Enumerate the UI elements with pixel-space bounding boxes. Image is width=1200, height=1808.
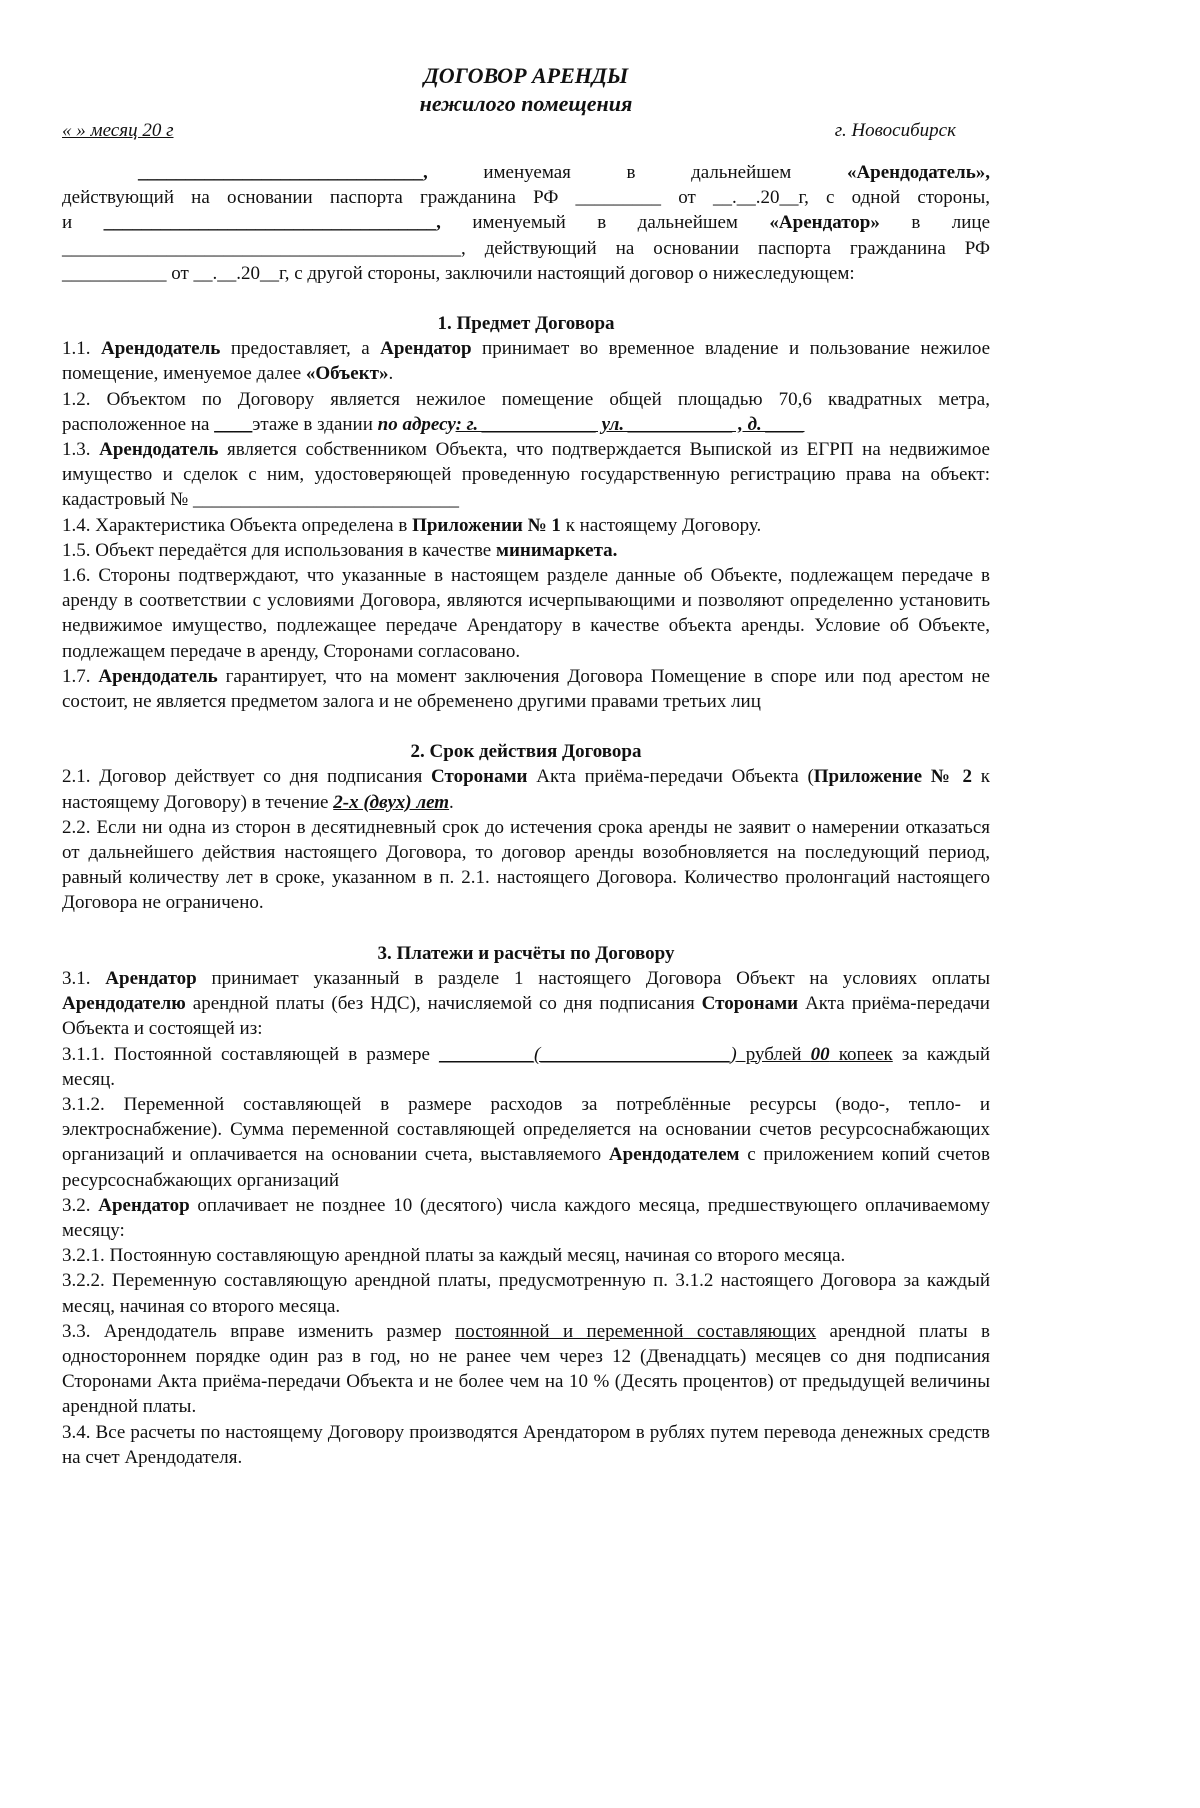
section-1-heading: 1. Предмет Договора: [437, 313, 615, 335]
clause-text: арендной платы в одностороннем порядке один раз в год, но не ранее чем через 12 (Двенадцать) месяцев со дня подписания Сторонами Акта приёма-передачи Объекта и не более чем на 10 % (Десять процентов) от предыдущей величины арендной платы.: [62, 1320, 991, 1418]
clause-2-1: [62, 764, 990, 814]
clause-1-6: 1.6. Стороны подтверждают, что указанные в настоящем разделе данные об Объекте, подлежащем передаче в аренду в соответствии с условиями Договора, являются исчерпывающими и позволяют определенно установить недвижимое имущество, подлежащее передаче Арендатору в качестве объекта аренды. Условие об Объекте, подлежащем передаче в аренду, Сторонами согласовано.: [62, 565, 990, 662]
preamble-line-4: __________________________________________, действующий на основании паспорта гражданина РФ: [62, 237, 990, 259]
clause-bold: Арендатор: [380, 338, 472, 360]
clause-text: 1.2. Объектом по Договору является нежилое помещение общей площадью 70,6 квадратных метра, расположенное на: [62, 388, 990, 435]
clause-text: принимает во временное владение и пользование нежилое помещение, именуемое далее: [62, 338, 991, 385]
clause-bold: Сторонами: [431, 766, 528, 788]
clause-1-4: [62, 513, 990, 538]
clause-3-2: [62, 1193, 990, 1243]
clause-text: 3.3. Арендодатель вправе изменить размер: [62, 1320, 456, 1342]
clause-bold: Арендодатель: [99, 439, 219, 461]
clause-text: 1.4. Характеристика Объекта определена в: [62, 514, 413, 536]
document-page: [62, 62, 990, 1470]
clause-3-2-2: 3.2.2. Переменную составляющую арендной платы, предусмотренную п. 3.1.2 настоящего Договора за каждый месяц, начиная со второго месяца.: [62, 1270, 990, 1317]
contract-city: г. Новосибирск: [834, 120, 956, 141]
preamble-word: именуемый в дальнейшем: [472, 212, 738, 234]
preamble-word: в лице: [911, 212, 991, 234]
lessor-role: «Арендодатель»,: [846, 162, 991, 183]
clause-bold: Сторонами: [701, 993, 799, 1015]
section-3-heading: 3. Платежи и расчёты по Договору: [377, 942, 675, 964]
amount-blank: __________(____________________): [439, 1043, 737, 1065]
preamble-word: именуемая: [483, 162, 571, 183]
address-blank: : г. ____________ ул. ___________ , д. ____: [455, 413, 805, 435]
lease-term: 2-х (двух) лет: [333, 791, 450, 813]
floor-blank: ____: [214, 413, 253, 435]
clause-bold: Приложение № 2: [813, 766, 973, 788]
preamble-line-2: действующий на основании паспорта гражданина РФ _________ от __.__.20__г, с одной стороны,: [62, 187, 990, 209]
clause-text: оплачивает не позднее 10 (десятого) числа каждого месяца, предшествующего оплачиваемому месяцу:: [62, 1194, 990, 1241]
clause-bold: Приложении № 1: [412, 514, 561, 536]
clause-text: 1.3.: [62, 439, 100, 461]
clause-text: 3.1.2. Переменной составляющей в размере расходов за потреблённые ресурсы (водо-, тепло- и электроснабжение). Сумма переменной составляющей определяется на основании счетов ресурсоснабжающих организаций и оплачивается на основании счета, выставляемого: [62, 1093, 990, 1166]
clause-text: Акта приёма-передачи Объекта и состоящей из:: [62, 993, 990, 1040]
date-city-line: [62, 118, 990, 144]
clause-bold: Арендодателю: [62, 993, 186, 1015]
clause-3-1-1: [62, 1042, 990, 1092]
clause-text: 3.1.1. Постоянной составляющей в размере: [62, 1043, 439, 1065]
clause-bold: Арендатор: [105, 967, 197, 989]
clause-bold: Арендатор: [98, 1194, 190, 1216]
clause-text: принимает указанный в разделе 1 настоящего Договора Объект на условиях оплаты: [196, 967, 990, 989]
clause-3-1: [62, 966, 990, 1042]
clause-3-1-2: [62, 1092, 990, 1193]
clause-text: арендной платы (без НДС), начисляемой со дня подписания: [185, 993, 702, 1015]
clause-text: 3.2.: [62, 1194, 99, 1216]
clause-text: этаже в здании: [252, 413, 378, 435]
clause-1-2: [62, 387, 990, 437]
clause-bold: Арендодателем: [608, 1144, 740, 1166]
clause-text: 3.1.: [62, 967, 106, 989]
clause-text: 1.5. Объект передаётся для использования в качестве: [62, 539, 496, 561]
preamble-word: и: [62, 212, 73, 234]
preamble-word: в: [626, 162, 636, 183]
clause-1-7: [62, 664, 990, 714]
clause-1-5: [62, 538, 990, 563]
document-subtitle: нежилого помещения: [419, 91, 633, 116]
clause-bold: Арендодатель: [101, 338, 221, 360]
clause-1-3: [62, 437, 990, 513]
clause-bold: Арендодатель: [98, 665, 218, 687]
preamble-line-3: [62, 210, 990, 235]
clause-text: 1.1.: [62, 338, 101, 360]
lessor-name-blank: ______________________________,: [138, 162, 428, 183]
preamble-line-5: ___________ от __.__.20__г, с другой стороны, заключили настоящий договор о нижеследующем:: [62, 262, 855, 284]
document-title: ДОГОВОР АРЕНДЫ: [423, 63, 629, 88]
clause-text: 1.7.: [62, 665, 99, 687]
clause-text: .: [388, 363, 394, 385]
clause-3-3: [62, 1319, 990, 1420]
clause-text: копеек: [829, 1043, 893, 1065]
preamble-word: дальнейшем: [691, 162, 792, 183]
preamble-line-1: [62, 160, 990, 185]
clause-3-4: 3.4. Все расчеты по настоящему Договору производятся Арендатором в рублях путем перевода денежных средств на счет Арендодателя.: [62, 1421, 990, 1468]
contract-date: « » месяц 20 г: [62, 120, 174, 141]
clause-text: к настоящему Договору) в течение: [62, 766, 990, 813]
clause-bold-italic: по адресу: [377, 413, 456, 435]
clause-3-2-1: 3.2.1. Постоянную составляющую арендной платы за каждый месяц, начиная со второго месяца.: [62, 1245, 846, 1267]
clause-underlined: постоянной и переменной составляющих: [455, 1320, 817, 1342]
clause-bold: минимаркета.: [496, 539, 618, 561]
clause-text: рублей: [736, 1043, 811, 1065]
clause-text: к настоящему Договору.: [560, 514, 762, 536]
clause-text: с приложением копий счетов ресурсоснабжающих организаций: [62, 1144, 990, 1191]
clause-text: .: [449, 791, 454, 813]
lessee-role: «Арендатор»: [769, 212, 880, 234]
clause-1-1: [62, 336, 990, 386]
kopecks-value: 00: [810, 1043, 830, 1065]
section-2-heading: 2. Срок действия Договора: [410, 741, 642, 763]
lessee-name-blank: ___________________________________,: [103, 212, 441, 234]
clause-2-2: 2.2. Если ни одна из сторон в десятидневный срок до истечения срока аренды не заявит о намерении отказаться от дальнейшего действия настоящего Договора, то договор аренды возобновляется на последующий период, равный количеству лет в сроке, указанном в п. 2.1. настоящего Договора. Количество пролонгаций настоящего Договора не ограничено.: [62, 816, 990, 914]
clause-text: гарантирует, что на момент заключения Договора Помещение в споре или под арестом не состоит, не является предметом залога и не обременено другими правами третьих лиц: [62, 665, 990, 713]
clause-text: предоставляет, а: [220, 338, 381, 360]
clause-text: за каждый месяц.: [62, 1043, 990, 1090]
clause-text: Акта приёма-передачи Объекта (: [527, 766, 814, 788]
clause-bold: «Объект»: [305, 363, 389, 385]
clause-text: 2.1. Договор действует со дня подписания: [62, 766, 432, 788]
clause-text: является собственником Объекта, что подтверждается Выпиской из ЕГРП на недвижимое имущество и сделок с ним, удостоверяющей проведенную государственную регистрацию права на объект: кадастровый № ____________________________: [62, 439, 990, 511]
